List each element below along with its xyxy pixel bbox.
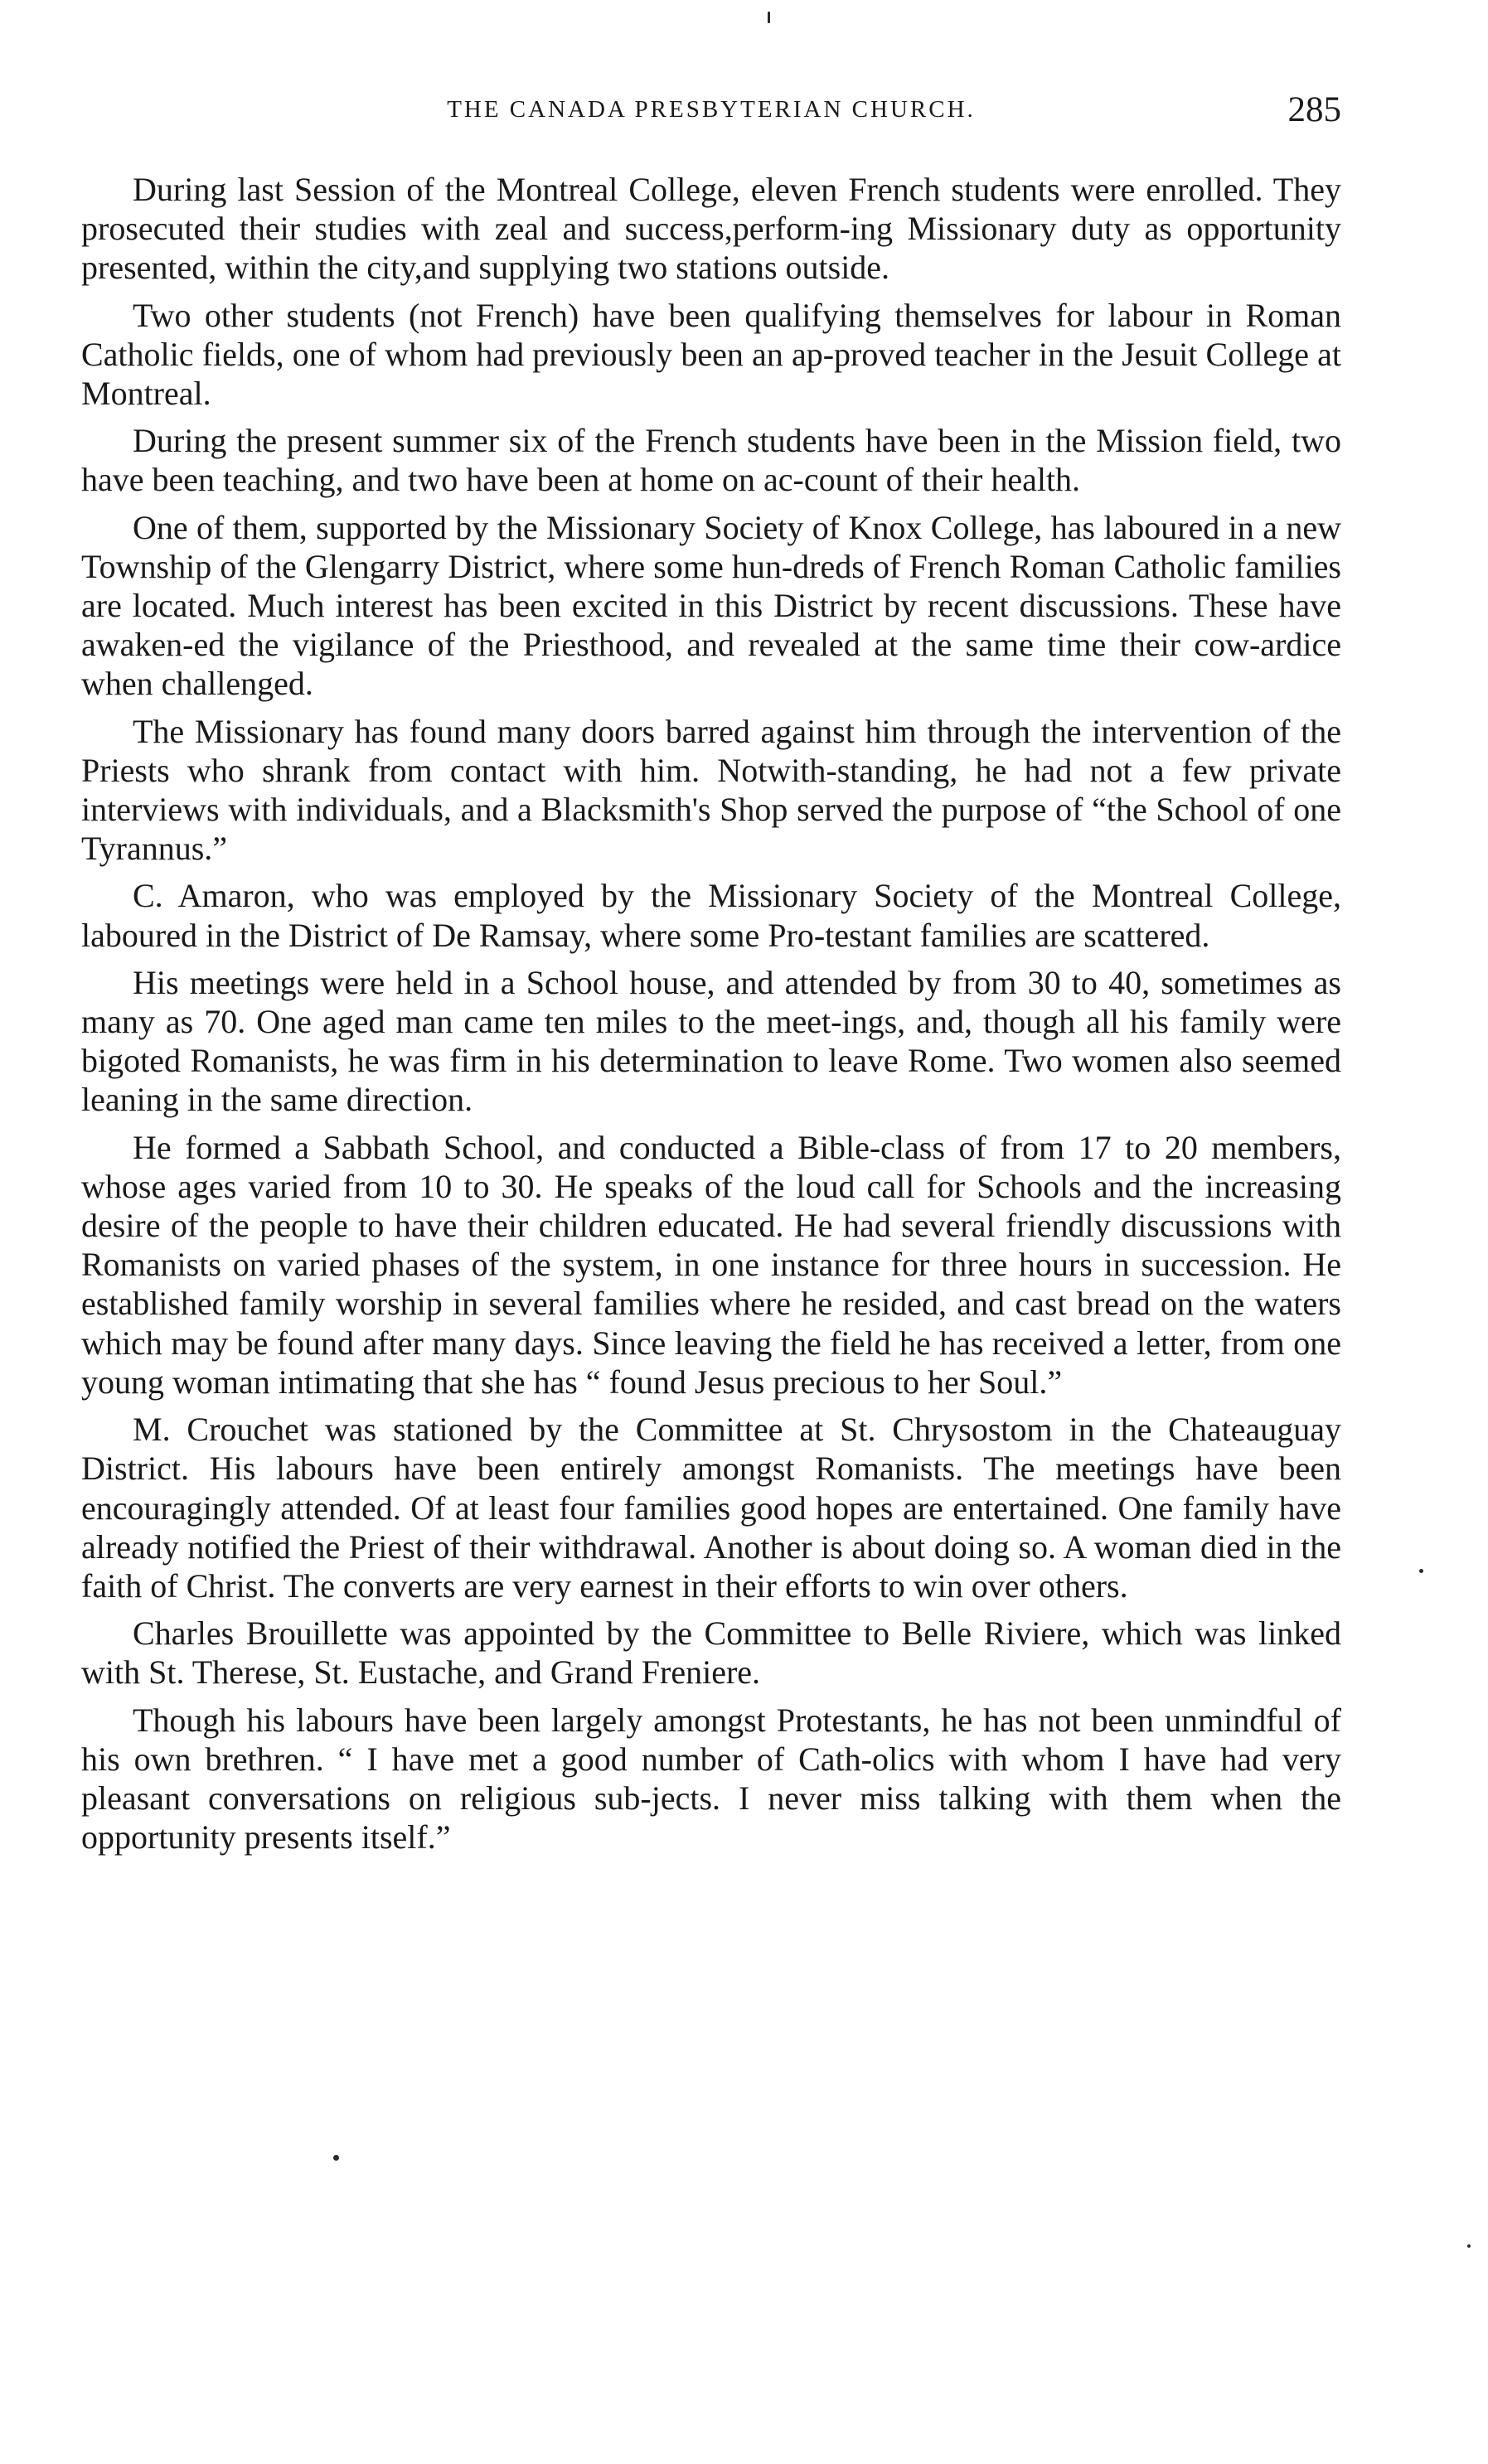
paragraph-sabbath-school: He formed a Sabbath School, and conducted a Bible-class of from 17 to 20 members, whose ages varied from 10 to 30. He speaks of the loud call for Schools and the increasing desire of the people to have their children educated. He had several friendly discussions with Romanists on varied phases of the system, in one instance for three hours in succession. He established family worship in several families where he resided, and cast bread on the waters which may be found after many days. Since leaving the field he has received a letter, from one young woman intimating that she has “ found Jesus precious to her Soul.” [81,1128,1341,1401]
paragraph-missionary-doors: The Missionary has found many doors barred against him through the intervention of the Priests who shrank from contact with him. Notwith-standing, he had not a few private interviews with individuals, and a Blacksmith's Shop served the purpose of “the School of one Tyrannus.” [81,712,1341,868]
paragraph-meetings: His meetings were held in a School house, and attended by from 30 to 40, sometimes as many as 70. One aged man came ten miles to the meet-ings, and, though all his family were bigoted Romanists, he was firm in his determination to leave Rome. Two women also seemed leaning in the same direction. [81,963,1341,1119]
speck-mark [1419,1569,1423,1573]
paragraph-brouillette: Charles Brouillette was appointed by the Committee to Belle Riviere, which was linked with St. Therese, St. Eustache, and Grand Freniere. [81,1614,1341,1692]
running-head-title: THE CANADA PRESBYTERIAN CHURCH. [447,96,976,123]
running-head [81,90,1341,131]
paragraph-summer-mission: During the present summer six of the French students have been in the Mission field, two have been teaching, and two have been at home on ac-count of their health. [81,422,1341,499]
speck-mark [768,12,770,23]
paragraph-french-students: During last Session of the Montreal College, eleven French students were enrolled. They prosecuted their studies with zeal and success,perform-ing Missionary duty as opportunity presented, within the city,and supplying two stations outside. [81,171,1341,287]
speck-mark [333,2155,339,2161]
paragraph-other-students: Two other students (not French) have been qualifying themselves for labour in Roman Catholic fields, one of whom had previously been an ap-proved teacher in the Jesuit College at Montreal. [81,296,1341,413]
body-text [81,170,1341,1865]
paragraph-amaron: C. Amaron, who was employed by the Missionary Society of the Montreal College, laboured in the District of De Ramsay, where some Pro-testant families are scattered. [81,877,1341,954]
speck-mark [1467,2244,1471,2248]
paragraph-glengarry: One of them, supported by the Missionary Society of Knox College, has laboured in a new Township of the Glengarry District, where some hun-dreds of French Roman Catholic families are located. Much interest has been excited in this District by recent discussions. These have awaken-ed the vigilance of the Priesthood, and revealed at the same time their cow-ardice when challenged. [81,508,1341,703]
paragraph-crouchet: M. Crouchet was stationed by the Committee at St. Chrysostom in the Chateauguay District. His labours have been entirely amongst Romanists. The meetings have been encouragingly attended. Of at least four families good hopes are entertained. One family have already notified the Priest of their withdrawal. Another is about doing so. A woman died in the faith of Christ. The converts are very earnest in their efforts to win over others. [81,1411,1341,1605]
page-number: 285 [1287,90,1341,129]
paragraph-protestants: Though his labours have been largely amongst Protestants, he has not been unmindful of his own brethren. “ I have met a good number of Cath-olics with whom I have had very pleasant conversations on religious sub-jects. I never miss talking with them when the opportunity presents itself.” [81,1701,1341,1856]
